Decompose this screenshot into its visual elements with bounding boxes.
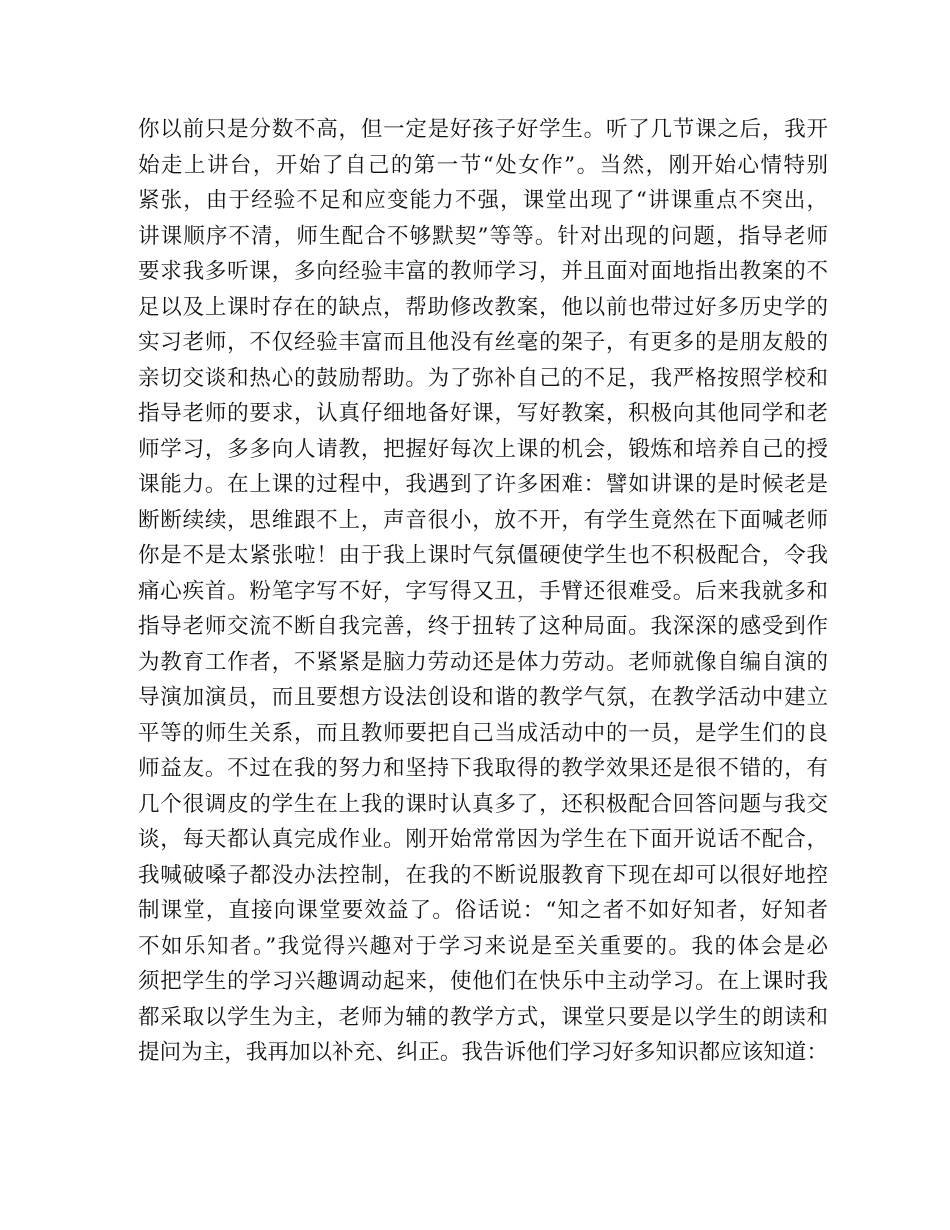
text-line: 师益友。不过在我的努力和坚持下我取得的教学效果还是很不错的，有 (138, 756, 828, 781)
text-line: 实习老师，不仅经验丰富而且他没有丝毫的架子，有更多的是朋友般的 (138, 330, 828, 355)
text-line: 要求我多听课，多向经验丰富的教师学习，并且面对面地指出教案的不 (138, 259, 828, 284)
text-line: 你以前只是分数不高，但一定是好孩子好学生。听了几节课之后，我开 (138, 117, 828, 142)
text-line: 讲课顺序不清，师生配合不够默契”等等。针对出现的问题，指导老师 (138, 223, 828, 249)
text-line: 几个很调皮的学生在上我的课时认真多了，还积极配合回答问题与我交 (138, 791, 828, 817)
text-line: 痛心疾首。粉笔字写不好，字写得又丑，手臂还很难受。后来我就多和 (138, 578, 828, 604)
text-line: 不如乐知者。”我觉得兴趣对于学习来说是至关重要的。我的体会是必 (138, 933, 828, 959)
text-line: 须把学生的学习兴趣调动起来，使他们在快乐中主动学习。在上课时我 (138, 969, 828, 994)
text-line: 都采取以学生为主，老师为辅的教学方式，课堂只要是以学生的朗读和 (138, 1004, 828, 1030)
text-line: 亲切交谈和热心的鼓励帮助。为了弥补自己的不足，我严格按照学校和 (138, 365, 828, 391)
text-line: 提问为主，我再加以补充、纠正。我告诉他们学习好多知识都应该知道： (138, 1040, 828, 1065)
text-line: 足以及上课时存在的缺点，帮助修改教案，他以前也带过好多历史学的 (138, 294, 828, 320)
text-line: 课能力。在上课的过程中，我遇到了许多困难：譬如讲课的是时候老是 (138, 472, 828, 497)
body-text (138, 112, 828, 1071)
text-line: 指导老师交流不断自我完善，终于扭转了这种局面。我深深的感受到作 (138, 614, 828, 639)
text-line: 平等的师生关系，而且教师要把自己当成活动中的一员，是学生们的良 (138, 720, 828, 746)
text-line: 谈，每天都认真完成作业。刚开始常常因为学生在下面开说话不配合， (138, 827, 828, 852)
text-line: 断断续续，思维跟不上，声音很小，放不开，有学生竟然在下面喊老师 (138, 507, 828, 533)
text-line: 我喊破嗓子都没办法控制，在我的不断说服教育下现在却可以很好地控 (138, 862, 828, 888)
text-line: 师学习，多多向人请教，把握好每次上课的机会，锻炼和培养自己的授 (138, 436, 828, 462)
text-line: 紧张，由于经验不足和应变能力不强，课堂出现了“讲课重点不突出， (138, 188, 828, 213)
text-line: 指导老师的要求，认真仔细地备好课，写好教案，积极向其他同学和老 (138, 401, 828, 426)
text-line: 制课堂，直接向课堂要效益了。俗话说：“知之者不如好知者，好知者 (138, 898, 828, 923)
text-line: 你是不是太紧张啦！由于我上课时气氛僵硬使学生也不积极配合，令我 (138, 543, 828, 568)
text-line: 导演加演员，而且要想方设法创设和谐的教学气氛，在教学活动中建立 (138, 685, 828, 710)
text-line: 为教育工作者，不紧紧是脑力劳动还是体力劳动。老师就像自编自演的 (138, 649, 828, 675)
text-line: 始走上讲台，开始了自己的第一节“处女作”。当然，刚开始心情特别 (138, 152, 828, 178)
